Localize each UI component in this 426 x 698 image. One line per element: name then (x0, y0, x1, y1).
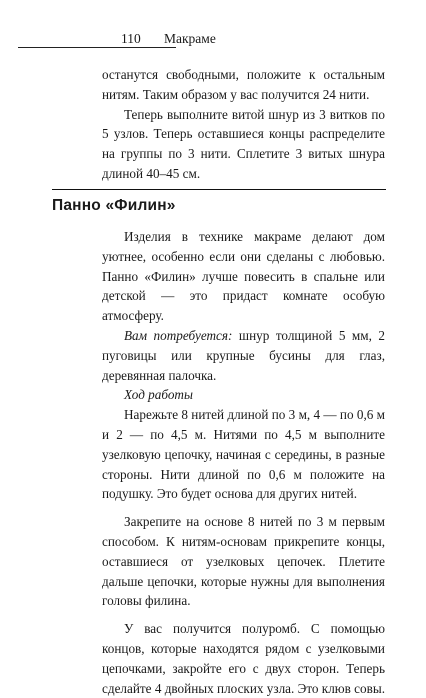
materials-paragraph (102, 326, 385, 385)
section-title: Панно «Филин» (52, 197, 176, 214)
procedure-heading: Ход работы (124, 387, 193, 403)
section-rule (52, 189, 386, 190)
header-rule (18, 47, 176, 48)
intro-paragraph: Теперь выполните витой шнур из 3 витков по 5 узлов. Теперь оставшиеся концы распределите на группы по 3 нити. Сплетите 3 витых шнура длиной 40–45 см. (102, 106, 385, 181)
page-number: 110 (121, 31, 141, 46)
step-paragraph: У вас получится полуромб. С помощью концов, которые находятся рядом с узелковыми цепочками, закройте его с двух сторон. Теперь сделайте 4 двойных плоских узла. Это клюв совы. (102, 621, 385, 696)
intro-text (102, 65, 385, 184)
intro-paragraph: останутся свободными, положите к остальным нитям. Таким образом у вас получится 24 нити. (102, 67, 385, 102)
section-body (102, 227, 385, 698)
materials-text: шнур толщиной 5 мм, 2 пуговицы или крупные бусины для глаз, деревянная палочка. (102, 327, 385, 383)
running-title: Макраме (164, 31, 216, 46)
step-paragraph: Нарежьте 8 нитей длиной по 3 м, 4 — по 0,6 м и 2 — по 4,5 м. Нитями по 4,5 м выполните узелковую цепочку, начиная с середины, в разные стороны. Нити длиной по 0,6 м положите на подушку. Это будет основа для других нитей. (102, 407, 385, 502)
materials-label: Вам потребуется: (124, 327, 233, 343)
lead-paragraph: Изделия в технике макраме делают дом уютнее, особенно если они сделаны с любовью. Панно «Филин» лучше повесить в спальне или детской — это придаст комнате особую атмосферу. (102, 229, 385, 324)
step-paragraph: Закрепите на основе 8 нитей по 3 м первым способом. К нитям-основам прикрепите концы, оставшиеся от узелковых цепочек. Плетите дальше цепочки, которые нужны для выполнения головы филина. (102, 514, 385, 609)
running-head (0, 30, 426, 50)
